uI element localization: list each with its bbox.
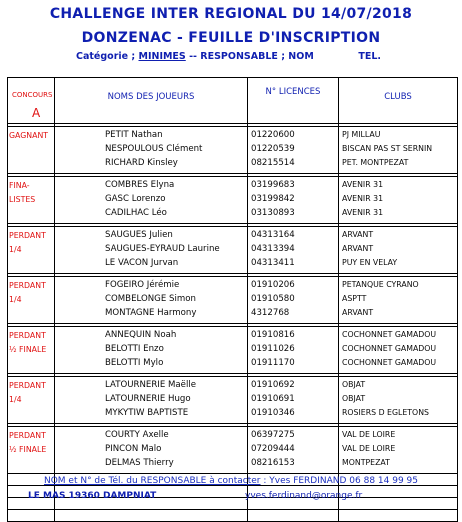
licences-entry: 01220600 [251,130,295,140]
result-entry: PERDANT [9,381,46,390]
clubs-entry: COCHONNET GAMADOU [342,358,437,367]
concours-label: CONCOURS [12,91,53,99]
licences-entry: 03199842 [251,194,295,204]
result-cell [8,127,55,174]
licences-entry: 03199683 [251,180,295,190]
result-entry: PERDANT [9,281,46,290]
players-entry: SAUGUES-EYRAUD Laurine [105,244,220,254]
contact-value: : Yves FERDINAND 06 88 14 99 95 [263,476,419,486]
empty-row [8,510,458,522]
empty-cell [8,510,55,522]
clubs-header: CLUBS [339,78,458,124]
licences-entry: 08216153 [251,458,295,468]
clubs-entry: ARVANT [342,230,374,239]
licences-cell [248,177,339,224]
clubs-cell [339,427,458,474]
players-entry: BELOTTI Mylo [105,358,164,368]
players-cell [55,377,248,424]
registration-table [7,77,458,522]
players-entry: LATOURNERIE Hugo [105,394,191,404]
table-row [8,427,458,474]
players-entry: DELMAS Thierry [105,458,174,468]
players-cell [55,177,248,224]
players-cell [55,127,248,174]
licences-entry: 01911170 [251,358,295,368]
category-value: MINIMES [138,51,186,62]
clubs-cell [339,177,458,224]
contact-line [0,476,462,486]
table-row [8,127,458,174]
clubs-entry: PJ MILLAU [342,130,381,139]
empty-cell [55,510,248,522]
players-entry: SAUGUES Julien [105,230,173,240]
result-entry: ½ FINALE [9,445,47,454]
clubs-entry: MONTPEZAT [342,458,390,467]
players-entry: NESPOULOUS Clément [105,144,203,154]
groups-body [8,124,458,522]
players-cell [55,277,248,324]
licences-entry: 01220539 [251,144,295,154]
clubs-entry: ARVANT [342,308,374,317]
result-entry: 1/4 [9,295,22,304]
result-cell [8,377,55,424]
licences-entry: 03130893 [251,208,295,218]
players-entry: COMBELONGE Simon [105,294,196,304]
licences-entry: 01910816 [251,330,295,340]
table-row [8,277,458,324]
licences-cell [248,227,339,274]
result-cell [8,327,55,374]
clubs-entry: ASPTT [342,294,367,303]
licences-cell [248,427,339,474]
clubs-entry: OBJAT [342,380,366,389]
clubs-cell [339,127,458,174]
licences-entry: 04313411 [251,258,295,268]
players-cell [55,427,248,474]
players-entry: MONTAGNE Harmony [105,308,197,318]
licences-cell [248,327,339,374]
clubs-entry: ARVANT [342,244,374,253]
licences-entry: 04313394 [251,244,295,254]
licences-header: N° LICENCES [248,78,339,124]
licences-cell [248,127,339,174]
licences-entry: 08215514 [251,158,295,168]
result-entry: LISTES [9,195,36,204]
category-line [76,51,381,62]
page-subtitle: DONZENAC - FEUILLE D'INSCRIPTION [81,30,381,46]
contact-label: NOM et N° de Tél. du RESPONSABLE à contacter [43,476,261,486]
licences-entry: 01910346 [251,408,295,418]
players-entry: PETIT Nathan [105,130,163,140]
result-entry: ½ FINALE [9,345,47,354]
table-header-row [8,78,458,124]
result-entry: PERDANT [9,331,46,340]
table-row [8,227,458,274]
clubs-entry: ROSIERS D EGLETONS [342,408,429,417]
players-entry: CADILHAC Léo [105,208,167,218]
clubs-entry: COCHONNET GAMADOU [342,344,437,353]
licences-entry: 01910692 [251,380,295,390]
clubs-cell [339,327,458,374]
category-label: Catégorie ; [76,51,136,62]
concours-value: A [32,106,41,120]
licences-cell [248,277,339,324]
clubs-entry: AVENIR 31 [342,208,384,217]
licences-entry: 01910580 [251,294,295,304]
licences-entry: 06397275 [251,430,295,440]
result-entry: PERDANT [9,431,46,440]
result-cell [8,427,55,474]
licences-entry: 01911026 [251,344,295,354]
table-row [8,327,458,374]
clubs-entry: OBJAT [342,394,366,403]
table-row [8,377,458,424]
result-entry: GAGNANT [9,131,49,140]
clubs-entry: AVENIR 31 [342,180,384,189]
players-entry: ANNEQUIN Noah [105,330,177,340]
result-entry: PERDANT [9,231,46,240]
players-entry: RICHARD Kinsley [105,158,178,168]
result-entry: 1/4 [9,395,22,404]
players-cell [55,227,248,274]
table-row [8,177,458,224]
licences-cell [248,377,339,424]
players-entry: LATOURNERIE Maëlle [105,380,197,390]
result-cell [8,277,55,324]
players-entry: GASC Lorenzo [105,194,166,204]
concours-header [8,78,55,124]
clubs-entry: AVENIR 31 [342,194,384,203]
licences-entry: 04313164 [251,230,295,240]
clubs-entry: COCHONNET GAMADOU [342,330,437,339]
result-entry: 1/4 [9,245,22,254]
players-header: NOMS DES JOUEURS [55,78,248,124]
licences-entry: 01910691 [251,394,295,404]
players-entry: PINCON Malo [105,444,162,454]
licences-entry: 4312768 [251,308,290,318]
licences-entry: 01910206 [251,280,295,290]
players-entry: LE VACON Jurvan [105,258,179,268]
players-entry: COMBRES Elyna [105,180,175,190]
address: LE MAS 19360 DAMPNIAT [28,491,157,501]
empty-cell [339,510,458,522]
clubs-entry: PUY EN VELAY [342,258,398,267]
licences-entry: 07209444 [251,444,295,454]
clubs-entry: PET. MONTPEZAT [342,158,409,167]
responsable-label: -- RESPONSABLE ; NOM [189,51,314,62]
clubs-entry: VAL DE LOIRE [342,430,396,439]
players-cell [55,327,248,374]
tel-label: TEL. [358,51,382,62]
players-entry: BELOTTI Enzo [105,344,164,354]
page-title: CHALLENGE INTER REGIONAL DU 14/07/2018 [49,6,413,22]
clubs-cell [339,377,458,424]
result-cell [8,177,55,224]
clubs-cell [339,227,458,274]
email[interactable]: yves.ferdinand@orange.fr [245,491,363,501]
empty-cell [248,510,339,522]
result-entry: FINA- [9,181,30,190]
players-entry: FOGEIRO Jérémie [105,280,180,290]
players-entry: COURTY Axelle [105,430,169,440]
clubs-cell [339,277,458,324]
clubs-entry: PETANQUE CYRANO [342,280,419,289]
clubs-entry: BISCAN PAS ST SERNIN [342,144,433,153]
clubs-entry: VAL DE LOIRE [342,444,396,453]
players-entry: MYKYTIW BAPTISTE [105,408,189,418]
result-cell [8,227,55,274]
